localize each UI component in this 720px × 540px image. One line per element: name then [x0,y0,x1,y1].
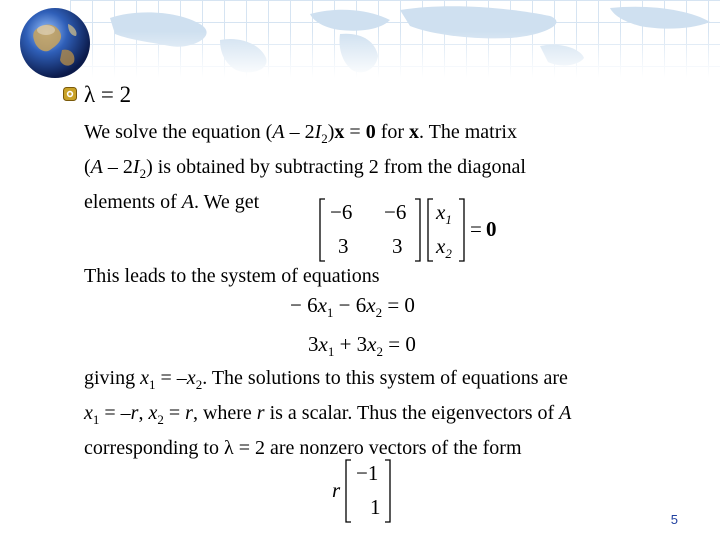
left-bracket [344,459,352,523]
text-line: elements of A. We get [84,191,260,213]
vector-cell: $x_1$ [436,200,452,228]
text-line: We solve the equation $(A - 2I_2)x = 0$ for x. The matrix [84,121,517,146]
matrix-cell: −6 [330,200,353,224]
equation-2: $3x_1 + 3x_2 = 0$ [308,332,416,360]
equals-sign: = [470,217,482,241]
matrix-cell: −6 [384,200,407,224]
header-banner [0,0,720,80]
matrix-equation [318,196,518,264]
left-bracket [318,198,326,262]
text-line: giving $x_1 = -x_2$. The solutions to this system of equations are [84,367,568,392]
right-bracket [414,198,422,262]
vector-cell: 1 [370,495,381,519]
right-bracket [384,459,392,523]
matrix-cell: 3 [338,234,349,258]
equation-1: − $6x_1 - 6x_2 = 0$ [290,293,415,321]
text-line: corresponding to λ = 2 are nonzero vectors of the form [84,437,522,459]
paragraph-solution [84,364,571,463]
text-line: $(A - 2I_2)$ is obtained by subtracting 2 from the diagonal [84,156,526,181]
zero-vector: 0 [486,217,497,241]
vector-cell: −1 [356,461,379,485]
vector-cell: $x_2$ [436,234,452,262]
page-number: 5 [670,512,678,527]
text-line: $x_1 = -r$, $x_2 = r$, where r is a scalar. Thus the eigenvectors of A [84,402,572,427]
right-bracket [458,198,466,262]
scalar-r: r [332,478,341,502]
heading: λ = 2 [84,82,132,107]
left-bracket [426,198,434,262]
globe-icon [18,6,92,80]
eigenvector-form [332,458,412,524]
bullet-icon [63,87,77,101]
paragraph-system-intro: This leads to the system of equations [84,265,380,287]
banner-fade [70,0,720,78]
matrix-cell: 3 [392,234,403,258]
